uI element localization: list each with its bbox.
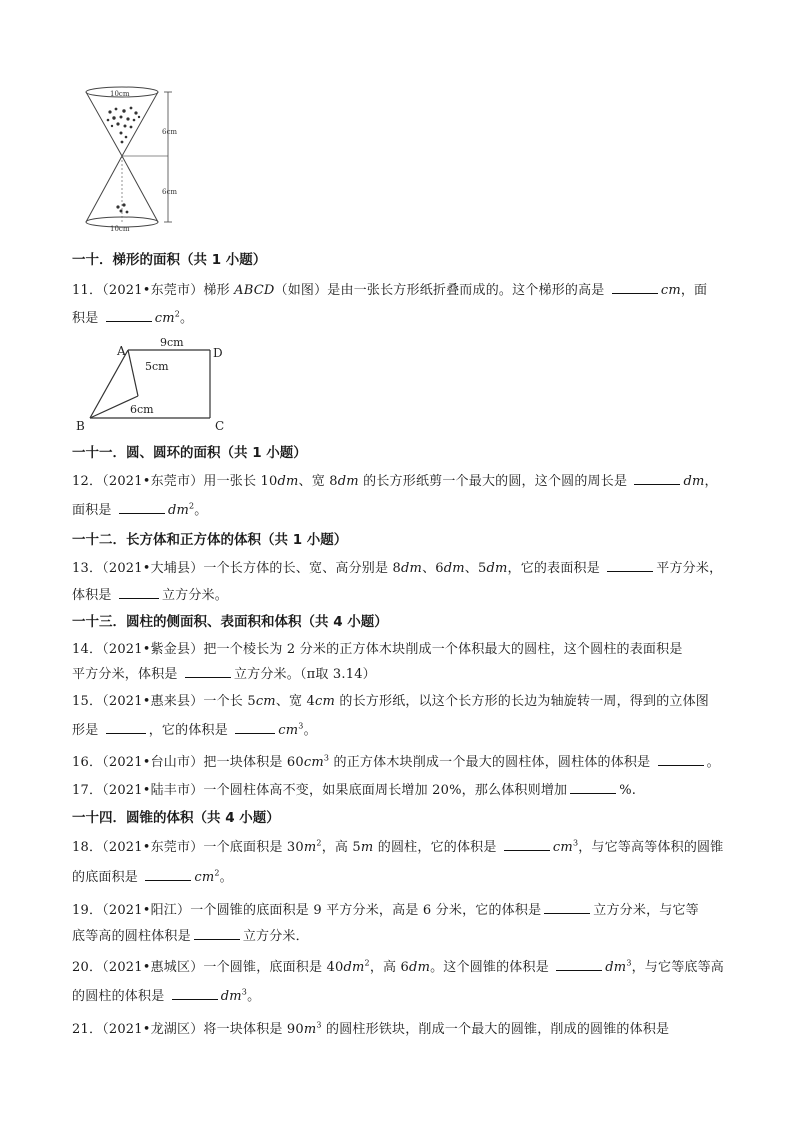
question-12-line-1: 12．（2021•东莞市）用一张长 10dm、宽 8dm 的长方形纸剪一个最大的圆，这个圆的周长是 dm， [72,474,718,489]
vertex-c-label: C [215,419,225,433]
answer-blank[interactable] [612,281,658,294]
question-20-line-2: 的圆柱的体积是 $dm^3$。 [72,987,261,1004]
question-13-line-1: 13．（2021•大埔县）一个长方体的长、宽、高分别是 8dm、6dm、5dm，它的表面积是 平方分米， [72,561,723,576]
question-16: 16．（2021•台山市）把一块体积是 $60cm^3$ 的正方体木块削成一个最大的圆柱体，圆柱体的体积是 。 [72,753,720,770]
question-18-line-2: 的底面积是 $cm^2$。 [72,868,233,885]
question-21-line-1: 21．（2021•龙湖区）将一块体积是 $90m^3$ 的圆柱形铁块，削成一个最大的圆锥，削成的圆锥的体积是 [72,1020,670,1037]
section-title-13: 一十三．圆柱的侧面积、表面积和体积（共 4 小题） [72,614,388,630]
question-19-line-1: 19．（2021•阳江）一个圆锥的底面积是 9 平方分米，高是 6 分米，它的体积是 立方分米，与它等 [72,903,699,918]
answer-blank[interactable] [185,665,231,678]
answer-blank[interactable] [119,586,159,599]
question-18-line-1: 18．（2021•东莞市）一个底面积是 $30m^2$，高 5m 的圆柱，它的体积是 $cm^3$，与它等高等体积的圆锥 [72,838,724,855]
answer-blank[interactable] [145,868,191,881]
question-15-line-1: 15．（2021•惠来县）一个长 5cm、宽 4cm 的长方形纸，以这个长方形的长边为轴旋转一周，得到的立体图 [72,694,709,709]
answer-blank[interactable] [106,721,146,734]
question-12-line-2: 面积是 $dm^2$。 [72,501,208,518]
answer-blank[interactable] [235,721,275,734]
section-title-10: 一十．梯形的面积（共 1 小题） [72,252,267,268]
question-19-line-2: 底等高的圆柱体积是 立方分米． [72,929,309,944]
answer-blank[interactable] [658,753,704,766]
question-11-line-1: 11．（2021•东莞市）梯形 ABCD（如图）是由一张长方形纸折叠而成的。这个梯形的高是 cm，面 [72,283,708,298]
trapezoid-figure [72,334,242,434]
answer-blank[interactable] [504,838,550,851]
hourglass-figure [84,84,184,234]
question-17: 17．（2021•陆丰市）一个圆柱体高不变，如果底面周长增加 20%，那么体积则增加 %. [72,783,637,798]
answer-blank[interactable] [106,309,152,322]
top-width-label: 10cm [110,90,130,98]
question-14-line-1: 14．（2021•紫金县）把一个棱长为 2 分米的正方体木块削成一个体积最大的圆柱，这个圆柱的表面积是 [72,642,683,657]
vertex-b-label: B [76,419,85,433]
section-title-12: 一十二．长方体和正方体的体积（共 1 小题） [72,532,348,548]
question-11-line-2: 积是 $cm^2$。 [72,309,194,326]
answer-blank[interactable] [172,987,218,1000]
bottom-width-label: 10cm [110,225,130,233]
bottom-length-label: 6cm [130,403,154,416]
top-length-label: 9cm [160,336,184,349]
answer-blank[interactable] [634,472,680,485]
section-title-14: 一十四．圆锥的体积（共 4 小题） [72,810,280,826]
answer-blank[interactable] [570,781,616,794]
answer-blank[interactable] [119,501,165,514]
question-20-line-1: 20．（2021•惠城区）一个圆锥，底面积是 $40dm^2$，高 6dm。这个圆锥的体积是 $dm^3$，与它等底等高 [72,958,725,975]
section-title-11: 一十一．圆、圆环的面积（共 1 小题） [72,445,307,461]
question-14-line-2: 平方分米，体积是 立方分米。（π取 3.14） [72,667,376,682]
question-13-line-2: 体积是 立方分米。 [72,588,228,603]
answer-blank[interactable] [607,559,653,572]
vertex-a-label: A [117,344,126,358]
question-15-line-2: 形是 ，它的体积是 $cm^3$。 [72,721,317,738]
answer-blank[interactable] [544,901,590,914]
fold-length-label: 5cm [145,360,169,373]
top-height-label: 6cm [162,128,178,136]
answer-blank[interactable] [194,927,240,940]
answer-blank[interactable] [556,958,602,971]
bottom-height-label: 6cm [162,188,178,196]
vertex-d-label: D [213,346,223,360]
